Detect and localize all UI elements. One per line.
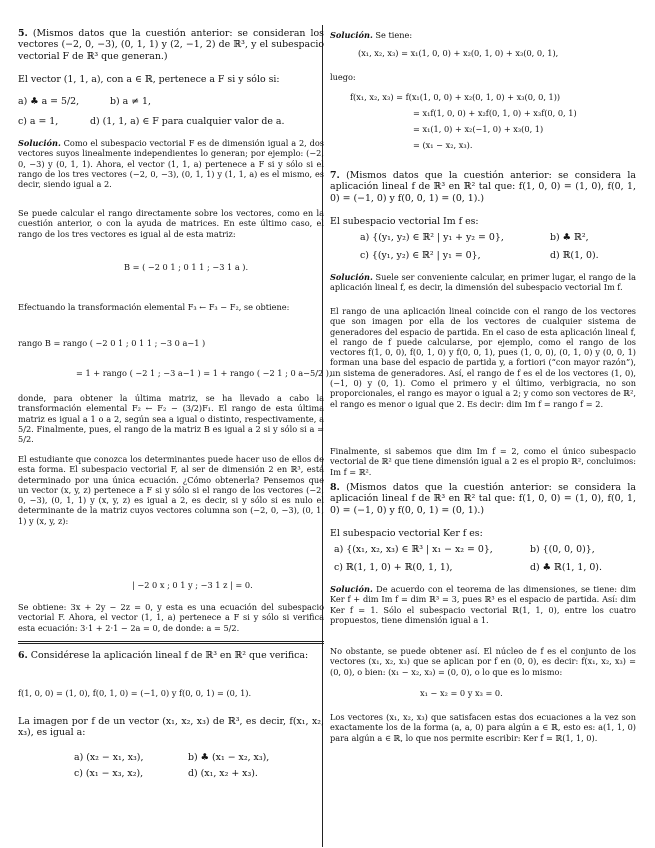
q6-option-d: d) (x₁, x₂ + x₃). bbox=[188, 768, 258, 779]
q5-question: El vector (1, 1, a), con a ∈ ℝ, pertenece a F si y sólo si: bbox=[18, 74, 280, 85]
q7-option-d: d) ℝ(1, 0). bbox=[550, 250, 599, 261]
q5-intro-text: (Mismos datos que la cuestión anterior: se consideran los vectores (−2, 0, −3), (0, 1, 1) y (2, −1, 2) de ℝ³, y el subespacio vectorial F de ℝ³ que generan.) bbox=[18, 28, 324, 62]
q7-option-c: c) {(y₁, y₂) ∈ ℝ² | y₁ = 0}, bbox=[360, 250, 481, 261]
q5-solution-p1 bbox=[18, 138, 324, 189]
q6-option-a: a) (x₂ − x₁, x₃), bbox=[74, 752, 144, 763]
q7-number: 7. bbox=[330, 170, 340, 181]
q5-solution-p2: Se puede calcular el rango directamente sobre los vectores, como en la cuestión anterior, o con la ayuda de matrices. En este último caso, el rango de los tres vectores es igual al de esta matriz: bbox=[18, 208, 324, 239]
q5-solution-p5: El estudiante que conozca los determinantes puede hacer uso de ellos de esta forma. El subespacio vectorial F, al ser de dimensión 2 en ℝ³, está determinado por una única ecuación. ¿Cómo obtenerla? Pensemos que un vector (x, y, z) pertenece a F si y sólo si el rango de los vectores (−2, 0, −3), (0, 1, 1) y (x, y, z) es igual a 2, es decir, si y sólo si es nulo el determinante de la matriz cuyos vectores columna son (−2, 0, −3), (0, 1, 1) y (x, y, z): bbox=[18, 454, 324, 526]
q5-option-a: a) ♣ a = 5/2, bbox=[18, 96, 80, 107]
q7-solution-p3: Finalmente, si sabemos que dim Im f = 2, como el único subespacio vectorial de ℝ² que tiene dimensión igual a 2 es el propio ℝ², concluimos: Im f = ℝ². bbox=[330, 446, 636, 477]
q5-determinant: | −2 0 x ; 0 1 y ; −3 1 z | = 0. bbox=[132, 580, 253, 590]
q6-solution-intro-text: Se tiene: bbox=[375, 30, 413, 40]
q6-option-c: c) (x₁ − x₃, x₂), bbox=[74, 768, 144, 779]
q5-number: 5. bbox=[18, 28, 28, 39]
q8-solution-p1 bbox=[330, 584, 636, 625]
q5-intro bbox=[18, 28, 324, 62]
q5-rank-eq2: = 1 + rango ( −2 1 ; −3 a−1 ) = 1 + rango ( −2 1 ; 0 a−5/2 ), bbox=[76, 368, 332, 378]
q5-option-c: c) a = 1, bbox=[18, 116, 59, 127]
q8-equation: x₁ − x₂ = 0 y x₃ = 0. bbox=[420, 688, 503, 698]
q7-solution-p2: El rango de una aplicación lineal coincide con el rango de los vectores que son imagen por ella de los vectores de cualquier sistema de generadores del espacio de partida. En el caso de esta aplicación lineal f, el rango de f puede calcularse, por ejemplo, como el rango de los vectores f(1, 0, 0), f(0, 1, 0) y f(0, 0, 1), pues (1, 0, 0), (0, 1, 0) y (0, 0, 1) forman una base del espacio de partida y, a fortiori (“con mayor razón”), un sistema de generadores. Así, el rango de f es el de los vectores (1, 0), (−1, 0) y (0, 1). Como el primero y el último, verbigracia, no son proporcionales, el rango es mayor o igual a 2; y como son vectores de ℝ², el rango es menor o igual que 2. Es decir: dim Im f = rango f = 2. bbox=[330, 306, 636, 409]
q8-option-d: d) ♣ ℝ(1, 1, 0). bbox=[530, 562, 602, 573]
q5-rank-eq1: rango B = rango ( −2 0 1 ; 0 1 1 ; −3 0 a−1 ) bbox=[18, 338, 206, 348]
q8-number: 8. bbox=[330, 482, 340, 493]
q5-solution-p3: Efectuando la transformación elemental F₃ ← F₃ − F₂, se obtiene: bbox=[18, 302, 290, 312]
q7-solution-p1 bbox=[330, 272, 636, 293]
q8-solution-label: Solución. bbox=[330, 584, 373, 594]
q5-solution-p6: Se obtiene: 3x + 2y − 2z = 0, y esta es una ecuación del subespacio vectorial F. Ahora, el vector (1, 1, a) pertenece a F si y sólo si verifica esta ecuación: 3·1 + 2·1 − 2a = 0, de donde: a = 5/2. bbox=[18, 602, 324, 633]
q7-solution-p1-text: Suele ser conveniente calcular, en primer lugar, el rango de la aplicación lineal f, es decir, la dimensión del subespacio vectorial Im f. bbox=[330, 272, 636, 293]
q6-eq2: = x₁f(1, 0, 0) + x₂f(0, 1, 0) + x₃f(0, 0, 1) bbox=[413, 108, 577, 118]
q8-solution-p1-text: De acuerdo con el teorema de las dimensiones, se tiene: dim Ker f + dim Im f = dim ℝ³ = 3, pues ℝ³ es el espacio de partida. Así: dim Ker f = 1. Sólo el subespacio vectorial ℝ(1, 1, 0), entre los cuatro propuestos, tiene dimensión igual a 1. bbox=[330, 584, 636, 625]
q7-option-a: a) {(y₁, y₂) ∈ ℝ² | y₁ + y₂ = 0}, bbox=[360, 232, 504, 243]
q7-intro-text: (Mismos datos que la cuestión anterior: se considera la aplicación lineal f de ℝ³ en ℝ² tal que: f(1, 0, 0) = (1, 0), f(0, 1, 0) = (−1, 0) y f(0, 0, 1) = (0, 1).) bbox=[330, 170, 637, 204]
q7-solution-label: Solución. bbox=[330, 272, 373, 282]
q5-solution-label: Solución. bbox=[18, 138, 61, 148]
q6-definition: f(1, 0, 0) = (1, 0), f(0, 1, 0) = (−1, 0) y f(0, 0, 1) = (0, 1). bbox=[18, 688, 252, 698]
q6-solution-intro bbox=[330, 30, 636, 40]
q7-option-b: b) ♣ ℝ², bbox=[550, 232, 589, 243]
section-divider bbox=[18, 641, 324, 642]
q7-intro bbox=[330, 170, 636, 204]
q6-eq1: f(x₁, x₂, x₃) = f(x₁(1, 0, 0) + x₂(0, 1, 0) + x₃(0, 0, 1)) bbox=[350, 92, 561, 102]
q8-solution-p2: No obstante, se puede obtener así. El núcleo de f es el conjunto de los vectores (x₁, x₂, x₃) que se aplican por f en (0, 0), es decir: f(x₁, x₂, x₃) = (0, 0), o bien: (x₁ − x₂, x₃) = (0, 0), o lo que es lo mismo: bbox=[330, 646, 636, 677]
q8-option-c: c) ℝ(1, 1, 0) + ℝ(0, 1, 1), bbox=[334, 562, 453, 573]
q8-intro bbox=[330, 482, 636, 516]
q5-option-b: b) a ≠ 1, bbox=[110, 96, 151, 107]
q6-question: La imagen por f de un vector (x₁, x₂, x₃) de ℝ³, es decir, f(x₁, x₂, x₃), es igual a: bbox=[18, 716, 324, 739]
q8-solution-p3: Los vectores (x₁, x₂, x₃) que satisfacen estas dos ecuaciones a la vez son exactamente los de la forma (a, a, 0) para algún a ∈ ℝ, esto es: a(1, 1, 0) para algún a ∈ ℝ, lo que nos permite escribir: Ker f = ℝ(1, 1, 0). bbox=[330, 712, 636, 743]
q8-option-a: a) {(x₁, x₂, x₃) ∈ ℝ³ | x₁ − x₂ = 0}, bbox=[334, 544, 493, 555]
q8-question: El subespacio vectorial Ker f es: bbox=[330, 528, 483, 539]
section-divider-double bbox=[18, 643, 324, 644]
q5-matrix-b: B = ( −2 0 1 ; 0 1 1 ; −3 1 a ). bbox=[124, 262, 249, 272]
q6-eq4: = (x₁ − x₂, x₃). bbox=[413, 140, 473, 150]
q7-question: El subespacio vectorial Im f es: bbox=[330, 216, 479, 227]
q8-option-b: b) {(0, 0, 0)}, bbox=[530, 544, 595, 555]
q6-eq3: = x₁(1, 0) + x₂(−1, 0) + x₃(0, 1) bbox=[413, 124, 544, 134]
q5-option-d: d) (1, 1, a) ∈ F para cualquier valor de a. bbox=[90, 116, 285, 127]
q6-solution-label: Solución. bbox=[330, 30, 373, 40]
q6-intro bbox=[18, 650, 324, 661]
q6-intro-text: Considérese la aplicación lineal f de ℝ³ en ℝ² que verifica: bbox=[30, 650, 309, 661]
q6-luego: luego: bbox=[330, 72, 356, 82]
q6-option-b: b) ♣ (x₁ − x₂, x₃), bbox=[188, 752, 270, 763]
q8-intro-text: (Mismos datos que la cuestión anterior: se considera la aplicación lineal f de ℝ³ en ℝ² tal que: f(1, 0, 0) = (1, 0), f(0, 1, 0) = (−1, 0) y f(0, 0, 1) = (0, 1).) bbox=[330, 482, 637, 516]
q6-eq0: (x₁, x₂, x₃) = x₁(1, 0, 0) + x₂(0, 1, 0) + x₃(0, 0, 1), bbox=[358, 48, 559, 58]
q5-solution-p4: donde, para obtener la última matriz, se ha llevado a cabo la transformación elemental F₂ ← F₂ − (3/2)F₁. El rango de esta última matriz es igual a 1 o a 2, según sea a igual o distinto, respectivamente, a 5/2. Finalmente, pues, el rango de la matriz B es igual a 2 si y sólo si a = 5/2. bbox=[18, 393, 324, 445]
q6-number: 6. bbox=[18, 650, 28, 661]
q5-solution-p1-text: Como el subespacio vectorial F es de dimensión igual a 2, dos vectores suyos linealmente independientes lo generan; por ejemplo: (−2, 0, −3) y (0, 1, 1). Ahora, el vector (1, 1, a) pertenece a F si y sólo si el rango de los tres vectores (−2, 0, −3), (0, 1, 1) y (1, 1, a) es el mismo, es decir, siendo igual a 2. bbox=[18, 138, 324, 190]
